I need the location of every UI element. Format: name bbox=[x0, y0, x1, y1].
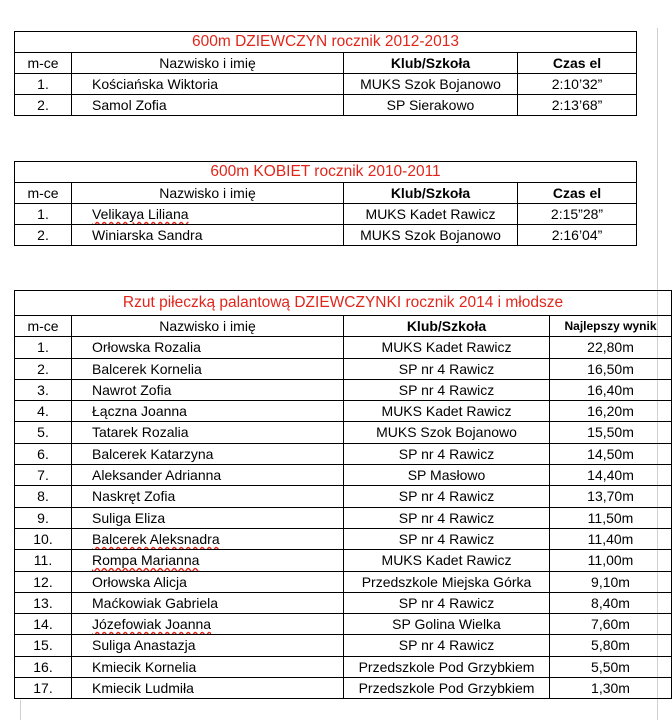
place-cell: 8. bbox=[15, 486, 72, 507]
results-table-600m-women bbox=[14, 161, 637, 246]
table-row bbox=[15, 401, 672, 422]
place-cell: 13. bbox=[15, 592, 72, 613]
result-cell: 2:16’04” bbox=[518, 225, 637, 246]
club-cell: SP nr 4 Rawicz bbox=[344, 592, 550, 613]
header-result: Czas el bbox=[518, 183, 637, 204]
header-result: Czas el bbox=[518, 53, 637, 74]
name-cell: Balcerek Katarzyna bbox=[72, 443, 344, 464]
name-text: Velikaya Liliana bbox=[92, 206, 189, 222]
name-cell: Suliga Eliza bbox=[72, 507, 344, 528]
name-cell: Tatarek Rozalia bbox=[72, 422, 344, 443]
header-club: Klub/Szkoła bbox=[344, 53, 518, 74]
result-cell: 16,50m bbox=[550, 358, 672, 379]
name-cell: Suliga Anastazja bbox=[72, 635, 344, 656]
club-cell: SP nr 4 Rawicz bbox=[344, 358, 550, 379]
club-cell: Przedszkole Pod Grzybkiem bbox=[344, 678, 550, 699]
place-cell: 11. bbox=[15, 550, 72, 571]
place-cell: 9. bbox=[15, 507, 72, 528]
result-cell: 11,00m bbox=[550, 550, 672, 571]
place-cell: 1. bbox=[15, 204, 72, 225]
name-cell bbox=[72, 528, 344, 549]
result-cell: 2:10’32” bbox=[518, 74, 637, 95]
name-cell: Kmiecik Kornelia bbox=[72, 656, 344, 677]
club-cell: MUKS Szok Bojanowo bbox=[344, 74, 518, 95]
table-row bbox=[15, 592, 672, 613]
result-cell: 13,70m bbox=[550, 486, 672, 507]
table-row bbox=[15, 225, 637, 246]
header-club: Klub/Szkoła bbox=[344, 183, 518, 204]
club-cell: SP Golina Wielka bbox=[344, 614, 550, 635]
club-cell: SP nr 4 Rawicz bbox=[344, 486, 550, 507]
result-cell: 7,60m bbox=[550, 614, 672, 635]
table-title: 600m KOBIET rocznik 2010-2011 bbox=[15, 162, 637, 183]
result-cell: 16,20m bbox=[550, 401, 672, 422]
result-cell: 14,40m bbox=[550, 465, 672, 486]
table-row bbox=[15, 465, 672, 486]
club-cell: MUKS Kadet Rawicz bbox=[344, 204, 518, 225]
club-cell: SP nr 4 Rawicz bbox=[344, 635, 550, 656]
table-row bbox=[15, 95, 637, 116]
club-cell: MUKS Kadet Rawicz bbox=[344, 401, 550, 422]
club-cell: MUKS Kadet Rawicz bbox=[344, 550, 550, 571]
place-cell: 5. bbox=[15, 422, 72, 443]
club-cell: SP Masłowo bbox=[344, 465, 550, 486]
place-cell: 12. bbox=[15, 571, 72, 592]
result-cell: 5,80m bbox=[550, 635, 672, 656]
header-name: Nazwisko i imię bbox=[72, 316, 344, 337]
table-title-row bbox=[15, 162, 637, 183]
table-row bbox=[15, 486, 672, 507]
header-place: m-ce bbox=[15, 316, 72, 337]
place-cell: 17. bbox=[15, 678, 72, 699]
table-row bbox=[15, 422, 672, 443]
result-cell: 8,40m bbox=[550, 592, 672, 613]
club-cell: MUKS Szok Bojanowo bbox=[344, 225, 518, 246]
result-cell: 22,80m bbox=[550, 337, 672, 358]
result-cell: 9,10m bbox=[550, 571, 672, 592]
result-cell: 16,40m bbox=[550, 379, 672, 400]
table-row bbox=[15, 550, 672, 571]
name-cell: Naskręt Zofia bbox=[72, 486, 344, 507]
place-cell: 15. bbox=[15, 635, 72, 656]
result-cell: 14,50m bbox=[550, 443, 672, 464]
club-cell: MUKS Szok Bojanowo bbox=[344, 422, 550, 443]
header-place: m-ce bbox=[15, 183, 72, 204]
result-cell: 11,40m bbox=[550, 528, 672, 549]
table-row bbox=[15, 614, 672, 635]
name-cell: Łączna Joanna bbox=[72, 401, 344, 422]
place-cell: 2. bbox=[15, 95, 72, 116]
table-row bbox=[15, 74, 637, 95]
table-header-row bbox=[15, 183, 637, 204]
place-cell: 2. bbox=[15, 225, 72, 246]
table-title: Rzut piłeczką palantową DZIEWCZYNKI rocznik 2014 i młodsze bbox=[15, 291, 672, 316]
table-row bbox=[15, 528, 672, 549]
table-row bbox=[15, 337, 672, 358]
result-cell: 2:15”28” bbox=[518, 204, 637, 225]
table-row bbox=[15, 507, 672, 528]
name-cell: Kmiecik Ludmiła bbox=[72, 678, 344, 699]
name-cell bbox=[72, 204, 344, 225]
table-row bbox=[15, 678, 672, 699]
name-text: Józefowiak Joanna bbox=[92, 616, 212, 633]
club-cell: MUKS Kadet Rawicz bbox=[344, 337, 550, 358]
club-cell: SP Sierakowo bbox=[344, 95, 518, 116]
name-cell: Winiarska Sandra bbox=[72, 225, 344, 246]
header-name: Nazwisko i imię bbox=[72, 183, 344, 204]
header-club: Klub/Szkoła bbox=[344, 316, 550, 337]
name-text: Balcerek Aleksnadra bbox=[92, 530, 220, 547]
table-title-row bbox=[15, 32, 637, 53]
club-cell: SP nr 4 Rawicz bbox=[344, 379, 550, 400]
results-table-ball-throw bbox=[14, 290, 672, 699]
place-cell: 1. bbox=[15, 74, 72, 95]
club-cell: SP nr 4 Rawicz bbox=[344, 507, 550, 528]
place-cell: 6. bbox=[15, 443, 72, 464]
header-name: Nazwisko i imię bbox=[72, 53, 344, 74]
table-header-row bbox=[15, 53, 637, 74]
result-cell: 2:13’68” bbox=[518, 95, 637, 116]
table-title-row bbox=[15, 291, 672, 316]
name-cell: Maćkowiak Gabriela bbox=[72, 592, 344, 613]
table-header-row bbox=[15, 316, 672, 337]
header-result: Najlepszy wynik bbox=[550, 316, 672, 337]
result-cell: 5,50m bbox=[550, 656, 672, 677]
club-cell: SP nr 4 Rawicz bbox=[344, 528, 550, 549]
table-row bbox=[15, 379, 672, 400]
place-cell: 3. bbox=[15, 379, 72, 400]
club-cell: Przedszkole Miejska Górka bbox=[344, 571, 550, 592]
results-table-600m-girls bbox=[14, 31, 637, 116]
page-edge bbox=[20, 700, 21, 720]
name-cell: Balcerek Kornelia bbox=[72, 358, 344, 379]
table-row bbox=[15, 656, 672, 677]
name-cell: Samol Zofia bbox=[72, 95, 344, 116]
table-title: 600m DZIEWCZYN rocznik 2012-2013 bbox=[15, 32, 637, 53]
name-text: Rompa Marianna bbox=[92, 552, 200, 569]
name-cell: Kościańska Wiktoria bbox=[72, 74, 344, 95]
name-cell bbox=[72, 550, 344, 571]
table-row bbox=[15, 204, 637, 225]
club-cell: SP nr 4 Rawicz bbox=[344, 443, 550, 464]
header-place: m-ce bbox=[15, 53, 72, 74]
table-row bbox=[15, 571, 672, 592]
place-cell: 14. bbox=[15, 614, 72, 635]
name-cell bbox=[72, 614, 344, 635]
result-cell: 11,50m bbox=[550, 507, 672, 528]
place-cell: 7. bbox=[15, 465, 72, 486]
name-cell: Aleksander Adrianna bbox=[72, 465, 344, 486]
table-row bbox=[15, 443, 672, 464]
name-cell: Orłowska Alicja bbox=[72, 571, 344, 592]
table-row bbox=[15, 358, 672, 379]
place-cell: 4. bbox=[15, 401, 72, 422]
club-cell: Przedszkole Pod Grzybkiem bbox=[344, 656, 550, 677]
place-cell: 16. bbox=[15, 656, 72, 677]
name-cell: Nawrot Zofia bbox=[72, 379, 344, 400]
table-row bbox=[15, 635, 672, 656]
place-cell: 10. bbox=[15, 528, 72, 549]
result-cell: 1,30m bbox=[550, 678, 672, 699]
name-cell: Orłowska Rozalia bbox=[72, 337, 344, 358]
place-cell: 2. bbox=[15, 358, 72, 379]
place-cell: 1. bbox=[15, 337, 72, 358]
result-cell: 15,50m bbox=[550, 422, 672, 443]
